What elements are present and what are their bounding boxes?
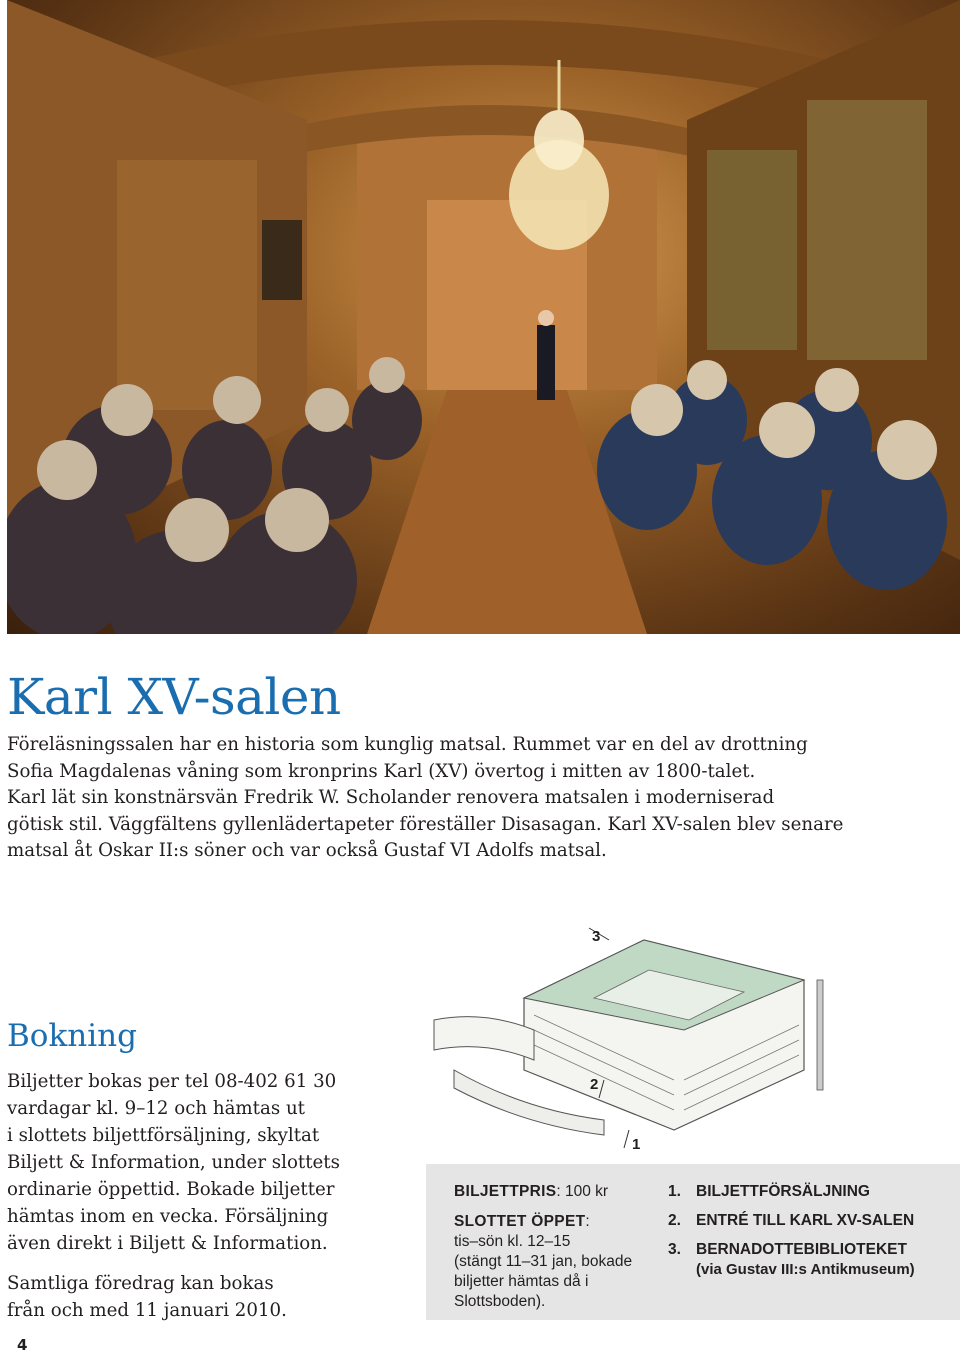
map-label-1: 1 bbox=[632, 1136, 641, 1153]
booking-line: i slottets biljettförsäljning, skyltat bbox=[7, 1125, 320, 1146]
booking-paragraph bbox=[7, 1068, 407, 1257]
booking-line: hämtas inom en vecka. Försäljning bbox=[7, 1206, 329, 1227]
legend-text: BILJETTFÖRSÄLJNING bbox=[696, 1183, 870, 1200]
intro-paragraph bbox=[7, 732, 907, 865]
legend-text: BERNADOTTEBIBLIOTEKET bbox=[696, 1241, 907, 1258]
open-line: (stängt 11–31 jan, bokade bbox=[454, 1253, 633, 1270]
legend-list bbox=[668, 1182, 915, 1280]
legend-item bbox=[668, 1211, 915, 1231]
open-colon: : bbox=[585, 1213, 590, 1230]
legend-item bbox=[668, 1240, 915, 1260]
intro-line: Föreläsningssalen har en historia som kunglig matsal. Rummet var en del av drottning bbox=[7, 734, 808, 755]
intro-line: matsal åt Oskar II:s söner och var också Gustaf VI Adolfs matsal. bbox=[7, 840, 607, 862]
open-line: biljetter hämtas då i bbox=[454, 1273, 589, 1290]
palace-drawing bbox=[424, 920, 824, 1160]
price-value: : 100 kr bbox=[556, 1183, 609, 1200]
page-number: 4 bbox=[17, 1336, 28, 1354]
booking-line: Biljett & Information, under slottets bbox=[7, 1152, 340, 1173]
legend-text: ENTRÉ TILL KARL XV-SALEN bbox=[696, 1212, 915, 1229]
booking-heading: Bokning bbox=[7, 1018, 137, 1054]
booking-note bbox=[7, 1270, 287, 1324]
legend-subtext: (via Gustav III:s Antikmuseum) bbox=[696, 1261, 915, 1278]
open-line: tis–sön kl. 12–15 bbox=[454, 1233, 571, 1250]
booking-line: vardagar kl. 9–12 och hämtas ut bbox=[7, 1098, 305, 1119]
page-title: Karl XV-salen bbox=[7, 668, 341, 726]
open-label: SLOTTET ÖPPET bbox=[454, 1213, 586, 1230]
price-row bbox=[454, 1182, 664, 1202]
map-label-3: 3 bbox=[592, 928, 601, 945]
intro-line: Karl lät sin konstnärsvän Fredrik W. Scholander renovera matsalen i moderniserad bbox=[7, 787, 775, 809]
map-label-2: 2 bbox=[590, 1076, 599, 1093]
open-row bbox=[454, 1212, 664, 1232]
booking-note-line: från och med 11 januari 2010. bbox=[7, 1300, 287, 1321]
booking-line: även direkt i Biljett & Information. bbox=[7, 1233, 328, 1254]
info-box bbox=[426, 1164, 960, 1320]
intro-line: Sofia Magdalenas våning som kronprins Karl (XV) övertog i mitten av 1800-talet. bbox=[7, 760, 756, 782]
hall-photo bbox=[7, 0, 960, 634]
legend-num: 1. bbox=[668, 1183, 681, 1200]
legend-item bbox=[668, 1182, 915, 1202]
intro-line: götisk stil. Väggfältens gyllenlädertapeter föreställer Disasagan. Karl XV-salen blev senare bbox=[7, 813, 844, 835]
open-line: Slottsboden). bbox=[454, 1293, 546, 1310]
booking-line: Biljetter bokas per tel 08-402 61 30 bbox=[7, 1071, 337, 1092]
booking-note-line: Samtliga föredrag kan bokas bbox=[7, 1273, 274, 1294]
price-label: BILJETTPRIS bbox=[454, 1183, 557, 1200]
legend-num: 3. bbox=[668, 1241, 681, 1258]
ticket-info bbox=[454, 1182, 664, 1312]
palace-map bbox=[424, 920, 824, 1160]
legend-num: 2. bbox=[668, 1212, 681, 1229]
booking-line: ordinarie öppettid. Bokade biljetter bbox=[7, 1179, 335, 1200]
